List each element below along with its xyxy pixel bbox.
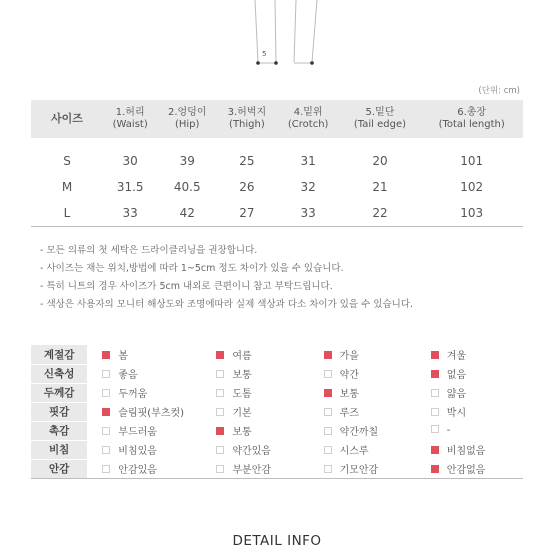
size-label: L — [31, 200, 103, 227]
attribute-option-label: 안감있음 — [118, 464, 157, 476]
attribute-option-label: 보통 — [232, 370, 252, 381]
attribute-option — [87, 421, 201, 440]
attribute-option-label: 약간 — [339, 370, 359, 381]
table-cell: 42 — [157, 200, 217, 227]
table-cell: 31.5 — [116, 180, 144, 194]
product-attributes-table — [31, 345, 523, 479]
attribute-option-label: - — [446, 425, 451, 436]
attribute-option-label: 비침없음 — [446, 446, 486, 457]
attribute-option-label: 부드러움 — [118, 427, 157, 438]
attribute-row — [31, 345, 523, 364]
table-cell: 101 — [460, 154, 484, 168]
column-header-size: 사이즈 — [51, 112, 83, 125]
checked-box-icon — [431, 351, 439, 359]
attribute-option-label: 기본 — [232, 408, 252, 419]
empty-box-icon — [102, 446, 110, 454]
checked-box-icon — [324, 351, 332, 359]
empty-box-icon — [431, 389, 439, 397]
table-row — [31, 148, 523, 174]
attribute-option — [309, 402, 416, 421]
attribute-label: 비침 — [31, 440, 87, 459]
attribute-option — [87, 345, 201, 364]
empty-box-icon — [216, 389, 224, 397]
attribute-option-label: 약간까칠 — [339, 427, 379, 438]
attribute-option-label: 두꺼움 — [118, 389, 148, 400]
attribute-label: 촉감 — [31, 421, 87, 440]
attribute-option — [201, 402, 308, 421]
empty-box-icon — [216, 408, 224, 416]
attribute-option-label: 보통 — [232, 427, 252, 438]
attribute-option-label: 시스루 — [339, 446, 369, 457]
table-row — [31, 200, 523, 227]
note-line: - 모든 의류의 첫 세탁은 드라이클리닝을 권장합니다. — [40, 245, 258, 256]
empty-box-icon — [324, 427, 332, 435]
attribute-option — [309, 421, 416, 440]
attribute-option-label: 보통 — [339, 389, 359, 400]
note-line: - 사이즈는 재는 위치,방법에 따라 1~5cm 정도 차이가 있을 수 있습니다. — [40, 263, 344, 274]
attribute-option — [309, 345, 416, 364]
attribute-option — [416, 402, 523, 421]
empty-box-icon — [431, 425, 439, 433]
attribute-option — [201, 421, 308, 440]
attribute-row — [31, 364, 523, 383]
tail-edge-marker-label: 5 — [262, 50, 267, 58]
attribute-option — [201, 440, 308, 459]
checked-box-icon — [102, 408, 110, 416]
table-cell: 32 — [300, 180, 316, 194]
checked-box-icon — [216, 351, 224, 359]
attribute-option-label: 봄 — [118, 351, 128, 362]
attribute-option-label: 가을 — [339, 351, 359, 362]
attribute-label: 두께감 — [31, 383, 87, 402]
checked-box-icon — [324, 389, 332, 397]
checked-box-icon — [216, 427, 224, 435]
detail-info-heading: DETAIL INFO — [232, 533, 322, 549]
empty-box-icon — [324, 370, 332, 378]
table-cell: 39 — [179, 154, 195, 168]
table-row — [31, 174, 523, 200]
empty-box-icon — [216, 465, 224, 473]
attribute-option — [416, 459, 523, 478]
size-table — [31, 100, 523, 227]
empty-box-icon — [216, 370, 224, 378]
pants-measurement-illustration — [0, 0, 554, 75]
attribute-option-label: 부분안감 — [232, 464, 272, 476]
table-cell: 21 — [372, 180, 388, 194]
empty-box-icon — [216, 446, 224, 454]
attribute-option — [309, 383, 416, 402]
empty-box-icon — [102, 427, 110, 435]
note-line: - 색상은 사용자의 모니터 해상도와 조명에따라 실제 색상과 다소 차이가 있을 수 있습니다. — [40, 299, 414, 310]
checked-box-icon — [431, 446, 439, 454]
column-header-hip: 2.엉덩이 (Hip) — [167, 107, 207, 130]
empty-box-icon — [102, 389, 110, 397]
attribute-option — [309, 459, 416, 478]
attribute-option — [87, 402, 201, 421]
table-cell: 40.5 — [173, 180, 201, 194]
unit-note: (단위: cm) — [478, 86, 520, 96]
checked-box-icon — [102, 351, 110, 359]
attribute-row — [31, 440, 523, 459]
attribute-option-label: 루즈 — [339, 408, 359, 419]
attribute-option-label: 좋음 — [118, 370, 138, 381]
table-cell: 22 — [340, 200, 421, 227]
attribute-row — [31, 459, 523, 478]
attribute-option — [309, 440, 416, 459]
attribute-option — [416, 383, 523, 402]
attribute-option — [416, 345, 523, 364]
attribute-option — [201, 345, 308, 364]
column-header-crotch: 4.밑위 (Crotch) — [287, 107, 329, 130]
size-label: M — [61, 180, 73, 194]
table-cell: 26 — [239, 180, 255, 194]
attribute-option-label: 얇음 — [446, 389, 467, 400]
empty-box-icon — [324, 446, 332, 454]
pants-legs-drawing — [0, 0, 554, 75]
attribute-row — [31, 402, 523, 421]
column-header-thigh: 3.허벅지 (Thigh) — [227, 107, 267, 130]
attribute-option-label: 겨울 — [446, 351, 467, 362]
attribute-row — [31, 383, 523, 402]
attribute-option-label: 여름 — [232, 351, 252, 362]
attribute-option — [201, 459, 308, 478]
attribute-row — [31, 421, 523, 440]
attribute-option — [87, 440, 201, 459]
attribute-option-label: 슬림핏(부츠컷) — [118, 408, 185, 419]
checked-box-icon — [431, 370, 439, 378]
attribute-option — [87, 383, 201, 402]
empty-box-icon — [431, 408, 439, 416]
attribute-option-label: 박시 — [446, 408, 467, 419]
attribute-option — [87, 364, 201, 383]
attribute-option — [309, 364, 416, 383]
table-cell: 103 — [420, 200, 523, 227]
empty-box-icon — [324, 408, 332, 416]
table-cell: 33 — [103, 200, 157, 227]
empty-box-icon — [102, 370, 110, 378]
note-line: - 특히 니트의 경우 사이즈가 5cm 내외로 큰편이니 참고 부탁드립니다. — [40, 281, 333, 292]
care-notes — [40, 242, 530, 314]
size-label: S — [63, 154, 71, 168]
attribute-option-label: 안감없음 — [446, 464, 486, 476]
column-header-waist: 1.허리 (Waist) — [112, 107, 148, 130]
empty-box-icon — [324, 465, 332, 473]
attribute-option-label: 기모안감 — [339, 464, 379, 476]
attribute-option — [416, 421, 523, 440]
attribute-option — [201, 364, 308, 383]
attribute-label: 계절감 — [31, 345, 87, 364]
size-table-header — [31, 100, 523, 138]
table-cell: 102 — [460, 180, 484, 194]
table-cell: 30 — [122, 154, 138, 168]
attribute-option-label: 비침있음 — [118, 446, 157, 457]
attribute-option — [87, 459, 201, 478]
attribute-label: 신축성 — [31, 364, 87, 383]
attribute-option-label: 없음 — [446, 370, 467, 381]
table-cell: 27 — [217, 200, 277, 227]
attribute-option — [201, 383, 308, 402]
checked-box-icon — [431, 465, 439, 473]
table-cell: 33 — [277, 200, 340, 227]
table-cell: 31 — [300, 154, 316, 168]
attribute-option-label: 도톰 — [232, 389, 252, 400]
attribute-option — [416, 364, 523, 383]
table-cell: 25 — [239, 154, 255, 168]
empty-box-icon — [102, 465, 110, 473]
table-cell: 20 — [372, 154, 388, 168]
attribute-option-label: 약간있음 — [232, 446, 272, 457]
attribute-option — [416, 440, 523, 459]
column-header-total-length: 6.총장 (Total length) — [438, 107, 505, 130]
attribute-label: 핏감 — [31, 402, 87, 421]
column-header-tail-edge: 5.밑단 (Tail edge) — [353, 107, 407, 130]
attribute-label: 안감 — [31, 459, 87, 478]
